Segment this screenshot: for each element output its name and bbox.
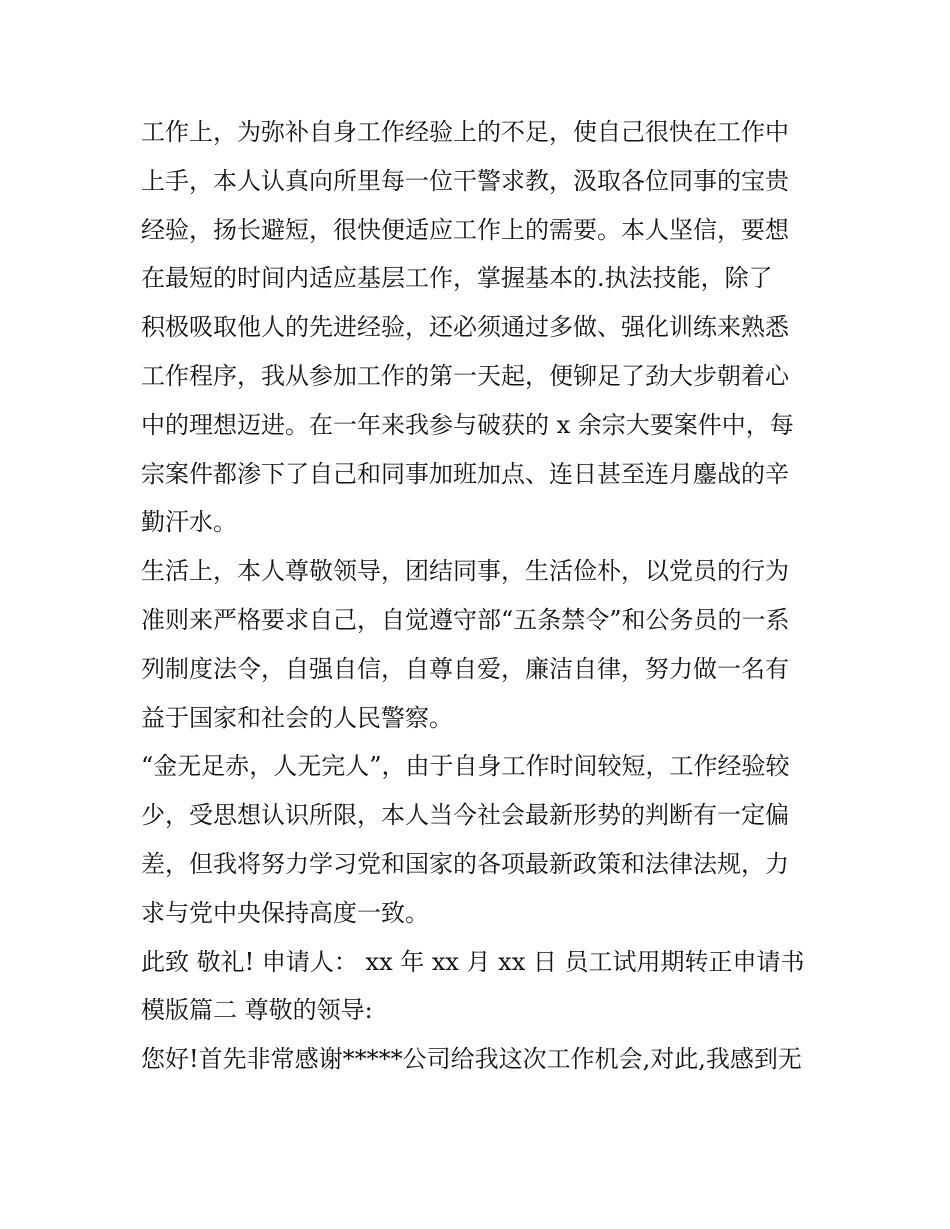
text-line: 准则来严格要求自己，自觉遵守部“五条禁令”和公务员的一系 xyxy=(141,605,790,634)
text-line: 中的理想迈进。在一年来我参与破获的 x 余宗大要案件中，每 xyxy=(141,410,794,439)
text-line: 少，受思想认识所限，本人当今社会最新形势的判断有一定偏 xyxy=(141,801,789,830)
text-line: 列制度法令，自强自信，自尊自爱，廉洁自律，努力做一名有 xyxy=(141,654,789,683)
text-line: 生活上，本人尊敬领导，团结同事，生活俭朴，以党员的行为 xyxy=(141,557,789,586)
text-line: 差，但我将努力学习党和国家的各项最新政策和法律法规，力 xyxy=(141,849,789,878)
text-line: 您好!首先非常感谢*****公司给我这次工作机会,对此,我感到无 xyxy=(141,1045,802,1074)
text-line: 工作程序，我从参加工作的第一天起，便铆足了劲大步朝着心 xyxy=(141,361,789,390)
text-line: 模版篇二 尊敬的领导: xyxy=(141,996,373,1025)
text-line: 益于国家和社会的人民警察。 xyxy=(141,703,453,732)
text-line: 经验，扬长避短，很快便适应工作上的需要。本人坚信，要想 xyxy=(141,215,789,244)
text-line: 上手，本人认真向所里每一位干警求教，汲取各位同事的宝贵 xyxy=(141,166,789,195)
text-line: 此致 敬礼! 申请人： xx 年 xx 月 xx 日 员工试用期转正申请书 xyxy=(141,947,805,976)
text-line: 求与党中央保持高度一致。 xyxy=(141,898,429,927)
text-line: 工作上，为弥补自身工作经验上的不足，使自己很快在工作中 xyxy=(141,118,789,146)
text-line: 宗案件都渗下了自己和同事加班加点、连日甚至连月鏖战的辛 xyxy=(141,459,789,488)
text-line: 积极吸取他人的先进经验，还必须通过多做、强化训练来熟悉 xyxy=(141,313,789,342)
text-line: “金无足赤，人无完人”，由于自身工作时间较短，工作经验较 xyxy=(141,752,790,781)
text-line: 勤汗水。 xyxy=(141,508,237,537)
document-body xyxy=(141,108,821,1084)
text-line: 在最短的时间内适应基层工作，掌握基本的.执法技能，除了 xyxy=(141,264,773,293)
